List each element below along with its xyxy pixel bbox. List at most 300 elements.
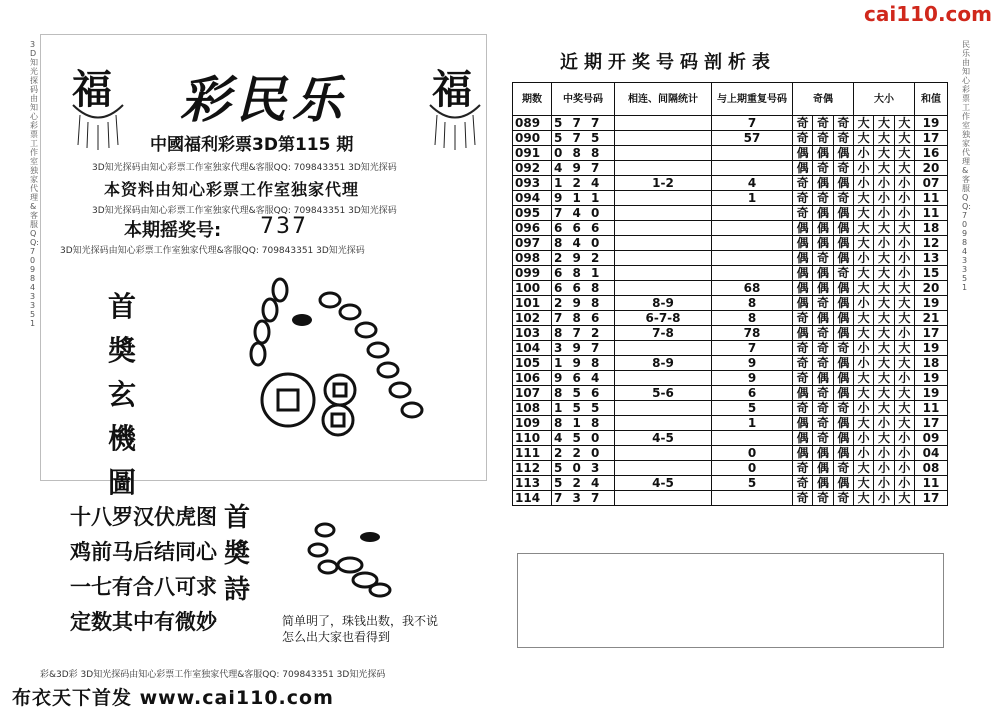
odd-even-cell: 偶	[833, 206, 853, 221]
big-small-cell: 大	[874, 401, 894, 416]
table-row	[513, 461, 948, 476]
number-cell: 2 9 2	[552, 251, 615, 266]
sum-cell: 04	[915, 446, 948, 461]
big-small-cell: 小	[874, 206, 894, 221]
odd-even-cell: 偶	[833, 416, 853, 431]
number-cell: 1 5 5	[552, 401, 615, 416]
repeat-cell: 5	[712, 401, 793, 416]
big-small-cell: 大	[853, 311, 873, 326]
issue-cell: 109	[513, 416, 552, 431]
odd-even-cell: 奇	[793, 476, 813, 491]
repeat-cell	[712, 161, 793, 176]
number-cell: 6 6 6	[552, 221, 615, 236]
table-row	[513, 146, 948, 161]
adjacency-cell	[615, 131, 712, 146]
sum-cell: 07	[915, 176, 948, 191]
issue-cell: 107	[513, 386, 552, 401]
adjacency-cell	[615, 251, 712, 266]
adjacency-cell	[615, 116, 712, 131]
table-row	[513, 236, 948, 251]
repeat-cell: 78	[712, 326, 793, 341]
sum-cell: 11	[915, 476, 948, 491]
odd-even-cell: 奇	[793, 491, 813, 506]
odd-even-cell: 偶	[793, 146, 813, 161]
repeat-cell: 5	[712, 476, 793, 491]
odd-even-cell: 奇	[813, 386, 833, 401]
side-strip-right: 民乐由知心彩票工作室独家代理&客服QQ:709843351	[962, 40, 971, 292]
big-small-cell: 小	[874, 476, 894, 491]
coin-bead-illustration	[240, 270, 450, 450]
adjacency-cell	[615, 401, 712, 416]
repeat-cell	[712, 146, 793, 161]
big-small-cell: 大	[853, 416, 873, 431]
prize-puzzle-char: 圖	[107, 466, 136, 499]
adjacency-cell	[615, 371, 712, 386]
repeat-cell: 8	[712, 296, 793, 311]
issue-cell: 112	[513, 461, 552, 476]
big-small-cell: 大	[894, 401, 914, 416]
issue-cell: 111	[513, 446, 552, 461]
table-row	[513, 491, 948, 506]
big-small-cell: 大	[874, 356, 894, 371]
col-adjacency: 相连、间隔统计	[615, 83, 712, 116]
odd-even-cell: 奇	[793, 461, 813, 476]
odd-even-cell: 奇	[793, 116, 813, 131]
poem-line: 一七有合八可求	[70, 575, 217, 599]
big-small-cell: 大	[894, 296, 914, 311]
odd-even-cell: 偶	[813, 206, 833, 221]
big-small-cell: 大	[853, 221, 873, 236]
number-cell: 4 5 0	[552, 431, 615, 446]
prize-puzzle-char: 機	[107, 422, 136, 455]
table-header-row	[513, 83, 948, 116]
adjacency-cell: 4-5	[615, 431, 712, 446]
sum-cell: 19	[915, 116, 948, 131]
poem-note-line: 怎么出大家也看得到	[282, 630, 391, 644]
big-small-cell: 大	[874, 131, 894, 146]
issue-cell: 114	[513, 491, 552, 506]
big-small-cell: 小	[894, 431, 914, 446]
big-small-cell: 大	[894, 416, 914, 431]
number-cell: 8 1 8	[552, 416, 615, 431]
table-row	[513, 131, 948, 146]
sum-cell: 11	[915, 206, 948, 221]
header-strip-2: 3D知光探码由知心彩票工作室独家代理&客服QQ: 709843351 3D知光探码	[92, 206, 397, 216]
sum-cell: 17	[915, 491, 948, 506]
issue-cell: 094	[513, 191, 552, 206]
odd-even-cell: 偶	[793, 161, 813, 176]
prize-poem-char: 首	[223, 503, 250, 533]
number-cell: 2 2 0	[552, 446, 615, 461]
agent-line: 本资料由知心彩票工作室独家代理	[104, 180, 360, 199]
adjacency-cell	[615, 266, 712, 281]
poem-note-line: 简单明了，珠钱出数，我不说	[282, 614, 439, 628]
sum-cell: 20	[915, 281, 948, 296]
big-small-cell: 小	[874, 176, 894, 191]
odd-even-cell: 奇	[813, 326, 833, 341]
big-small-cell: 大	[874, 326, 894, 341]
odd-even-cell: 偶	[793, 431, 813, 446]
sum-cell: 19	[915, 371, 948, 386]
big-small-cell: 大	[894, 116, 914, 131]
odd-even-cell: 偶	[833, 386, 853, 401]
odd-even-cell: 偶	[833, 356, 853, 371]
table-row	[513, 446, 948, 461]
odd-even-cell: 奇	[793, 311, 813, 326]
big-small-cell: 小	[853, 356, 873, 371]
table-row	[513, 116, 948, 131]
odd-even-cell: 奇	[793, 371, 813, 386]
adjacency-cell	[615, 161, 712, 176]
big-small-cell: 小	[853, 176, 873, 191]
big-small-cell: 大	[853, 476, 873, 491]
poem-line: 十八罗汉伏虎图	[70, 505, 217, 529]
big-small-cell: 小	[853, 251, 873, 266]
odd-even-cell: 偶	[833, 446, 853, 461]
issue-cell: 098	[513, 251, 552, 266]
sum-cell: 17	[915, 131, 948, 146]
adjacency-cell	[615, 461, 712, 476]
big-small-cell: 大	[874, 431, 894, 446]
odd-even-cell: 奇	[793, 206, 813, 221]
sum-cell: 08	[915, 461, 948, 476]
number-cell: 1 2 4	[552, 176, 615, 191]
number-cell: 7 8 6	[552, 311, 615, 326]
sum-cell: 09	[915, 431, 948, 446]
history-table	[512, 82, 948, 506]
issue-line: 中國福利彩票3D第115 期	[150, 135, 354, 155]
odd-even-cell: 偶	[813, 266, 833, 281]
big-small-cell: 小	[874, 416, 894, 431]
repeat-cell: 68	[712, 281, 793, 296]
newspaper-title: 彩民乐	[180, 70, 348, 129]
issue-cell: 091	[513, 146, 552, 161]
sum-cell: 18	[915, 221, 948, 236]
prize-puzzle-char: 奬	[107, 334, 136, 367]
odd-even-cell: 奇	[813, 161, 833, 176]
repeat-cell: 7	[712, 341, 793, 356]
big-small-cell: 大	[853, 116, 873, 131]
table-row	[513, 341, 948, 356]
big-small-cell: 大	[894, 161, 914, 176]
odd-even-cell: 奇	[813, 131, 833, 146]
odd-even-cell: 偶	[833, 296, 853, 311]
big-small-cell: 大	[853, 236, 873, 251]
repeat-cell: 7	[712, 116, 793, 131]
odd-even-cell: 偶	[813, 236, 833, 251]
odd-even-cell: 偶	[793, 296, 813, 311]
big-small-cell: 大	[894, 131, 914, 146]
number-cell: 8 4 0	[552, 236, 615, 251]
issue-cell: 089	[513, 116, 552, 131]
adjacency-cell	[615, 281, 712, 296]
poem-line: 定数其中有微妙	[70, 610, 217, 634]
number-cell: 8 5 6	[552, 386, 615, 401]
fu-character-right: 福	[432, 66, 472, 113]
col-repeat: 与上期重复号码	[712, 83, 793, 116]
big-small-cell: 小	[894, 236, 914, 251]
odd-even-cell: 奇	[833, 341, 853, 356]
number-cell: 5 7 7	[552, 116, 615, 131]
big-small-cell: 小	[894, 266, 914, 281]
odd-even-cell: 奇	[833, 401, 853, 416]
big-small-cell: 小	[853, 146, 873, 161]
issue-cell: 101	[513, 296, 552, 311]
repeat-cell: 0	[712, 461, 793, 476]
odd-even-cell: 偶	[833, 281, 853, 296]
adjacency-cell	[615, 146, 712, 161]
odd-even-cell: 奇	[813, 356, 833, 371]
odd-even-cell: 偶	[813, 371, 833, 386]
big-small-cell: 小	[894, 176, 914, 191]
big-small-cell: 大	[874, 251, 894, 266]
odd-even-cell: 偶	[833, 146, 853, 161]
odd-even-cell: 奇	[793, 401, 813, 416]
adjacency-cell	[615, 341, 712, 356]
prize-poem-title	[222, 500, 252, 608]
odd-even-cell: 奇	[833, 191, 853, 206]
odd-even-cell: 偶	[833, 176, 853, 191]
table-row	[513, 416, 948, 431]
odd-even-cell: 偶	[793, 221, 813, 236]
table-row	[513, 476, 948, 491]
poem-block	[70, 500, 217, 640]
repeat-cell: 57	[712, 131, 793, 146]
col-odd-even: 奇偶	[793, 83, 854, 116]
number-cell: 0 8 8	[552, 146, 615, 161]
odd-even-cell: 偶	[833, 476, 853, 491]
number-cell: 8 7 2	[552, 326, 615, 341]
adjacency-cell	[615, 236, 712, 251]
issue-cell: 102	[513, 311, 552, 326]
odd-even-cell: 偶	[813, 476, 833, 491]
big-small-cell: 大	[874, 371, 894, 386]
odd-even-cell: 偶	[833, 431, 853, 446]
odd-even-cell: 奇	[833, 116, 853, 131]
adjacency-cell	[615, 446, 712, 461]
odd-even-cell: 偶	[793, 281, 813, 296]
adjacency-cell	[615, 206, 712, 221]
repeat-cell	[712, 236, 793, 251]
repeat-cell: 1	[712, 416, 793, 431]
odd-even-cell: 奇	[813, 296, 833, 311]
odd-even-cell: 偶	[793, 266, 813, 281]
issue-cell: 113	[513, 476, 552, 491]
adjacency-cell	[615, 191, 712, 206]
table-row	[513, 266, 948, 281]
adjacency-cell: 4-5	[615, 476, 712, 491]
big-small-cell: 大	[874, 221, 894, 236]
adjacency-cell: 6-7-8	[615, 311, 712, 326]
sum-cell: 11	[915, 191, 948, 206]
big-small-cell: 大	[853, 266, 873, 281]
issue-cell: 100	[513, 281, 552, 296]
big-small-cell: 大	[894, 356, 914, 371]
issue-cell: 090	[513, 131, 552, 146]
table-row	[513, 431, 948, 446]
odd-even-cell: 奇	[793, 176, 813, 191]
big-small-cell: 大	[894, 281, 914, 296]
table-row	[513, 176, 948, 191]
number-cell: 9 6 4	[552, 371, 615, 386]
poem-line: 鸡前马后结同心	[70, 540, 217, 564]
adjacency-cell	[615, 416, 712, 431]
number-cell: 1 9 8	[552, 356, 615, 371]
sum-cell: 19	[915, 341, 948, 356]
odd-even-cell: 偶	[833, 221, 853, 236]
big-small-cell: 大	[894, 221, 914, 236]
big-small-cell: 小	[874, 446, 894, 461]
issue-cell: 104	[513, 341, 552, 356]
table-row	[513, 161, 948, 176]
prize-puzzle-title	[100, 285, 144, 505]
table-row	[513, 221, 948, 236]
col-sum: 和值	[915, 83, 948, 116]
odd-even-cell: 奇	[793, 131, 813, 146]
issue-cell: 096	[513, 221, 552, 236]
odd-even-cell: 奇	[833, 461, 853, 476]
table-row	[513, 191, 948, 206]
odd-even-cell: 奇	[833, 161, 853, 176]
table-row	[513, 296, 948, 311]
odd-even-cell: 偶	[793, 386, 813, 401]
big-small-cell: 小	[874, 461, 894, 476]
big-small-cell: 小	[874, 491, 894, 506]
big-small-cell: 小	[853, 431, 873, 446]
table-row	[513, 371, 948, 386]
big-small-cell: 小	[894, 446, 914, 461]
repeat-cell	[712, 266, 793, 281]
big-small-cell: 小	[894, 461, 914, 476]
big-small-cell: 小	[874, 236, 894, 251]
number-cell: 2 9 8	[552, 296, 615, 311]
sum-cell: 16	[915, 146, 948, 161]
odd-even-cell: 奇	[833, 491, 853, 506]
big-small-cell: 大	[874, 116, 894, 131]
big-small-cell: 小	[874, 191, 894, 206]
odd-even-cell: 奇	[813, 401, 833, 416]
number-cell: 6 8 1	[552, 266, 615, 281]
odd-even-cell: 奇	[833, 266, 853, 281]
table-row	[513, 251, 948, 266]
big-small-cell: 大	[853, 131, 873, 146]
number-cell: 7 3 7	[552, 491, 615, 506]
repeat-cell: 9	[712, 371, 793, 386]
issue-cell: 105	[513, 356, 552, 371]
prize-puzzle-char: 玄	[107, 378, 136, 411]
big-small-cell: 小	[853, 446, 873, 461]
side-strip-left: 3D知光探码由知心彩票工作室独家代理&客服QQ:709843351	[30, 40, 39, 328]
sum-cell: 19	[915, 296, 948, 311]
prize-poem-char: 奬	[223, 539, 250, 569]
repeat-cell: 8	[712, 311, 793, 326]
sum-cell: 11	[915, 401, 948, 416]
col-big-small: 大小	[853, 83, 914, 116]
big-small-cell: 大	[874, 146, 894, 161]
repeat-cell	[712, 206, 793, 221]
big-small-cell: 大	[853, 491, 873, 506]
sum-cell: 17	[915, 326, 948, 341]
big-small-cell: 小	[894, 206, 914, 221]
adjacency-cell: 8-9	[615, 356, 712, 371]
big-small-cell: 大	[894, 386, 914, 401]
odd-even-cell: 偶	[833, 326, 853, 341]
footer-brand: 布衣天下首发 www.cai110.com	[12, 687, 334, 709]
repeat-cell: 4	[712, 176, 793, 191]
issue-cell: 095	[513, 206, 552, 221]
number-cell: 5 0 3	[552, 461, 615, 476]
odd-even-cell: 偶	[813, 146, 833, 161]
repeat-cell	[712, 251, 793, 266]
big-small-cell: 小	[894, 191, 914, 206]
issue-cell: 103	[513, 326, 552, 341]
repeat-cell: 9	[712, 356, 793, 371]
poem-note	[282, 613, 438, 645]
table-row	[513, 206, 948, 221]
number-cell: 5 7 5	[552, 131, 615, 146]
tassel-decoration-left	[68, 100, 128, 150]
adjacency-cell: 5-6	[615, 386, 712, 401]
repeat-cell: 0	[712, 446, 793, 461]
repeat-cell	[712, 431, 793, 446]
draw-number-label: 本期摇奖号:	[124, 220, 222, 241]
adjacency-cell: 1-2	[615, 176, 712, 191]
table-title: 近期开奖号码剖析表	[560, 52, 776, 73]
site-watermark: cai110.com	[864, 2, 992, 26]
adjacency-cell	[615, 221, 712, 236]
header-strip-3: 3D知光探码由知心彩票工作室独家代理&客服QQ: 709843351 3D知光探码	[60, 246, 365, 256]
odd-even-cell: 奇	[813, 251, 833, 266]
prize-poem-char: 詩	[223, 575, 250, 605]
issue-cell: 097	[513, 236, 552, 251]
big-small-cell: 小	[894, 251, 914, 266]
big-small-cell: 大	[853, 191, 873, 206]
big-small-cell: 大	[853, 326, 873, 341]
sum-cell: 13	[915, 251, 948, 266]
big-small-cell: 大	[874, 311, 894, 326]
table-row	[513, 281, 948, 296]
odd-even-cell: 奇	[813, 116, 833, 131]
repeat-cell: 1	[712, 191, 793, 206]
odd-even-cell: 偶	[813, 461, 833, 476]
sum-cell: 15	[915, 266, 948, 281]
big-small-cell: 小	[853, 341, 873, 356]
odd-even-cell: 偶	[813, 311, 833, 326]
big-small-cell: 大	[894, 491, 914, 506]
big-small-cell: 大	[874, 266, 894, 281]
big-small-cell: 大	[853, 386, 873, 401]
odd-even-cell: 偶	[833, 236, 853, 251]
repeat-cell	[712, 491, 793, 506]
sum-cell: 12	[915, 236, 948, 251]
odd-even-cell: 偶	[793, 326, 813, 341]
sum-cell: 17	[915, 416, 948, 431]
big-small-cell: 大	[894, 311, 914, 326]
table-row	[513, 311, 948, 326]
odd-even-cell: 奇	[793, 341, 813, 356]
number-cell: 3 9 7	[552, 341, 615, 356]
big-small-cell: 大	[874, 341, 894, 356]
big-small-cell: 小	[853, 401, 873, 416]
repeat-cell	[712, 221, 793, 236]
odd-even-cell: 奇	[793, 191, 813, 206]
big-small-cell: 大	[853, 206, 873, 221]
bead-illustration-small	[300, 515, 410, 600]
draw-number-value: 737	[260, 214, 308, 239]
adjacency-cell: 7-8	[615, 326, 712, 341]
sum-cell: 21	[915, 311, 948, 326]
adjacency-cell: 8-9	[615, 296, 712, 311]
